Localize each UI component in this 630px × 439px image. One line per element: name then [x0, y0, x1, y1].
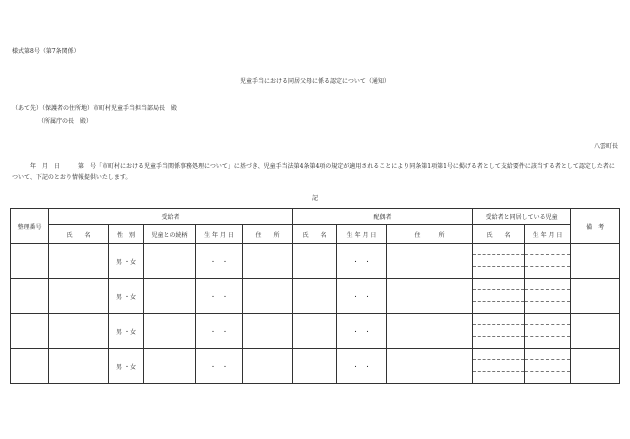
cell-child-name-line[interactable]: [473, 360, 524, 371]
cell-remarks[interactable]: [571, 349, 620, 384]
cell-child-birth-line[interactable]: [525, 279, 570, 290]
cell-child-birth-line[interactable]: [525, 349, 570, 360]
cell-remarks[interactable]: [571, 244, 620, 279]
cell-recipient-relation[interactable]: [144, 279, 196, 314]
cell-child-birth[interactable]: [525, 279, 571, 314]
cell-child-name-line[interactable]: [473, 337, 524, 348]
header-recipient: 受給者: [49, 209, 293, 225]
cell-child-birth-line[interactable]: [525, 267, 570, 278]
cell-spouse-birth[interactable]: ・ ・: [337, 279, 387, 314]
cell-child-birth-line[interactable]: [525, 244, 570, 255]
cell-child-birth-line[interactable]: [525, 360, 570, 371]
cell-spouse-name[interactable]: [293, 314, 337, 349]
cell-child-birth-line[interactable]: [525, 302, 570, 313]
cell-recipient-address[interactable]: [243, 349, 293, 384]
cell-spouse-name[interactable]: [293, 244, 337, 279]
cell-recipient-name[interactable]: [49, 314, 109, 349]
cell-spouse-address[interactable]: [387, 244, 473, 279]
cell-recipient-sex[interactable]: 男 ・女: [109, 244, 144, 279]
cell-recipient-relation[interactable]: [144, 244, 196, 279]
cell-recipient-address[interactable]: [243, 314, 293, 349]
cell-child-name-line[interactable]: [473, 267, 524, 278]
addressee-line-2: （所属庁の長 殿）: [38, 118, 93, 125]
table-row: [11, 314, 620, 349]
cell-child-name-line[interactable]: [473, 255, 524, 266]
cell-spouse-name[interactable]: [293, 279, 337, 314]
subheader-recipient-relation: 児童との続柄: [144, 225, 196, 244]
cell-child-name-line[interactable]: [473, 244, 524, 255]
cell-child-name-line[interactable]: [473, 325, 524, 336]
header-spouse: 配偶者: [293, 209, 473, 225]
table-row: [11, 244, 620, 279]
cell-child-birth-line[interactable]: [525, 372, 570, 383]
addressee-line-1: （あて先）（保護者の住所地）市町村児童手当担当部局長 殿: [12, 105, 178, 112]
cell-recipient-birth[interactable]: ・ ・: [196, 279, 243, 314]
subheader-recipient-address: 住 所: [243, 225, 293, 244]
cell-child-birth[interactable]: [525, 349, 571, 384]
cell-recipient-name[interactable]: [49, 349, 109, 384]
cell-child-name[interactable]: [473, 349, 525, 384]
cell-number[interactable]: [11, 279, 49, 314]
cell-recipient-birth[interactable]: ・ ・: [196, 314, 243, 349]
cell-remarks[interactable]: [571, 314, 620, 349]
cell-child-birth-line[interactable]: [525, 290, 570, 301]
subheader-child-name: 氏 名: [473, 225, 525, 244]
cell-recipient-birth[interactable]: ・ ・: [196, 349, 243, 384]
subheader-recipient-birth: 生 年 月 日: [196, 225, 243, 244]
cell-child-name-line[interactable]: [473, 279, 524, 290]
cell-spouse-name[interactable]: [293, 349, 337, 384]
cell-recipient-sex[interactable]: 男 ・女: [109, 314, 144, 349]
cell-number[interactable]: [11, 244, 49, 279]
cell-child-name-line[interactable]: [473, 314, 524, 325]
cell-child-name-line[interactable]: [473, 290, 524, 301]
subheader-child-birth: 生 年 月 日: [525, 225, 571, 244]
cell-spouse-address[interactable]: [387, 314, 473, 349]
body-paragraph: 年 月 日 第 号「市町村における児童手当関係事務処理について」に基づき、児童手当法第4条第4項の規定が適用されることにより同条第1項第1号に掲げる者として支給要件に該当する者として認定した者について、下記のとおり情報提供いたします。: [12, 163, 615, 181]
subheader-recipient-name: 氏 名: [49, 225, 109, 244]
cell-recipient-sex[interactable]: 男 ・女: [109, 279, 144, 314]
subheader-spouse-address: 住 所: [387, 225, 473, 244]
cell-number[interactable]: [11, 349, 49, 384]
cell-child-birth-line[interactable]: [525, 255, 570, 266]
cell-spouse-birth[interactable]: ・ ・: [337, 349, 387, 384]
ki-marker: 記: [311, 195, 318, 202]
cell-spouse-address[interactable]: [387, 349, 473, 384]
document-title: 児童手当における同居父母に係る認定について（通知）: [240, 78, 390, 85]
cell-child-name-line[interactable]: [473, 372, 524, 383]
cell-remarks[interactable]: [571, 279, 620, 314]
cell-spouse-address[interactable]: [387, 279, 473, 314]
cell-spouse-birth[interactable]: ・ ・: [337, 244, 387, 279]
header-remarks: 備 考: [571, 209, 620, 244]
cell-child-name[interactable]: [473, 314, 525, 349]
subheader-recipient-sex: 性 別: [109, 225, 144, 244]
table-row: [11, 349, 620, 384]
cell-recipient-address[interactable]: [243, 279, 293, 314]
table-row: [11, 279, 620, 314]
cell-child-birth[interactable]: [525, 244, 571, 279]
form-number: 様式第8号（第7条関係）: [12, 48, 80, 55]
cell-child-birth-line[interactable]: [525, 337, 570, 348]
cell-child-birth-line[interactable]: [525, 325, 570, 336]
cell-child-name[interactable]: [473, 279, 525, 314]
cell-recipient-birth[interactable]: ・ ・: [196, 244, 243, 279]
cell-recipient-sex[interactable]: 男 ・女: [109, 349, 144, 384]
sender: 八雲町長: [593, 143, 618, 150]
header-number: 整理番号: [11, 209, 49, 244]
cell-child-name-line[interactable]: [473, 302, 524, 313]
cell-number[interactable]: [11, 314, 49, 349]
subheader-spouse-name: 氏 名: [293, 225, 337, 244]
cell-spouse-birth[interactable]: ・ ・: [337, 314, 387, 349]
cell-child-name[interactable]: [473, 244, 525, 279]
cell-recipient-relation[interactable]: [144, 349, 196, 384]
cell-child-birth-line[interactable]: [525, 314, 570, 325]
cell-recipient-name[interactable]: [49, 244, 109, 279]
cell-recipient-relation[interactable]: [144, 314, 196, 349]
cell-child-birth[interactable]: [525, 314, 571, 349]
cell-recipient-address[interactable]: [243, 244, 293, 279]
cell-child-name-line[interactable]: [473, 349, 524, 360]
cell-recipient-name[interactable]: [49, 279, 109, 314]
subheader-spouse-birth: 生 年 月 日: [337, 225, 387, 244]
header-child: 受給者と同居している児童: [473, 209, 571, 225]
info-table: [10, 208, 620, 384]
